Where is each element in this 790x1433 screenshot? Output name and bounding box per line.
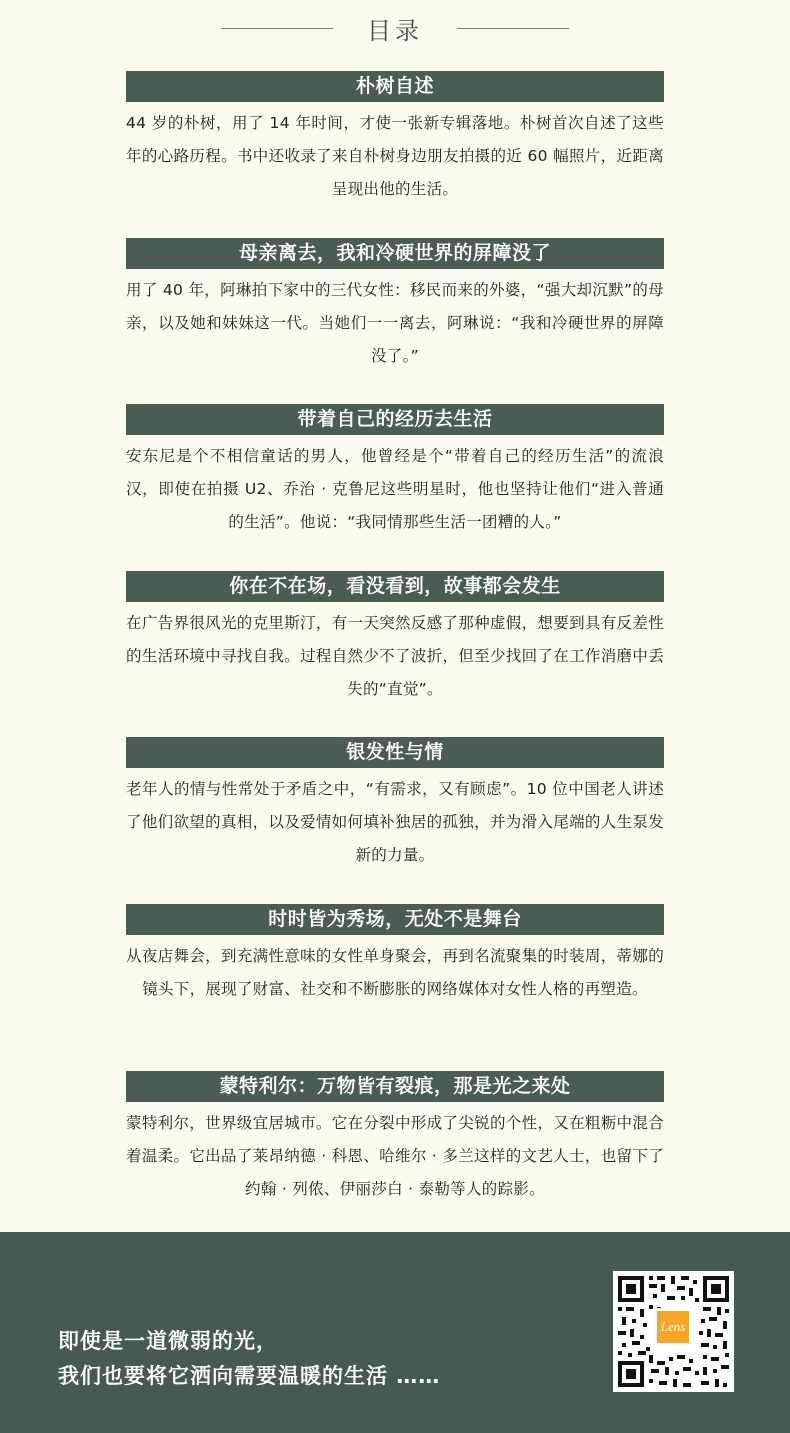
toc-divider-right [457, 28, 569, 29]
section-title[interactable]: 时时皆为秀场，无处不是舞台 [126, 904, 664, 935]
section-description: 老年人的情与性常处于矛盾之中，“有需求，又有顾虑”。10 位中国老人讲述了他们欲望的真相，以及爱情如何填补独居的孤独，并为滑入尾端的人生泵发新的力量。 [126, 780, 664, 864]
section-title[interactable]: 带着自己的经历去生活 [126, 404, 664, 435]
slogan-line-2: 我们也要将它洒向需要温暖的生活 …… [58, 1364, 441, 1388]
section-title[interactable]: 银发性与情 [126, 737, 664, 768]
toc-section-2[interactable] [126, 238, 664, 373]
qr-code[interactable] [613, 1271, 734, 1392]
toc-section-1[interactable] [126, 71, 664, 206]
section-title[interactable]: 朴树自述 [126, 71, 664, 102]
footer-banner [0, 1232, 790, 1433]
section-title[interactable]: 你在不在场，看没看到，故事都会发生 [126, 571, 664, 602]
section-title[interactable]: 蒙特利尔：万物皆有裂痕，那是光之来处 [126, 1071, 664, 1102]
toc-section-3[interactable] [126, 404, 664, 539]
section-description: 44 岁的朴树，用了 14 年时间，才使一张新专辑落地。朴树首次自述了这些年的心路历程。书中还收录了来自朴树身边朋友拍摄的近 60 幅照片，近距离呈现出他的生活。 [126, 114, 664, 198]
footer-slogan [58, 1324, 440, 1394]
section-description: 从夜店舞会，到充满性意味的女性单身聚会，再到名流聚集的时装周，蒂娜的镜头下，展现了财富、社交和不断膨胀的网络媒体对女性人格的再塑造。 [126, 947, 664, 998]
toc-divider-left [221, 28, 333, 29]
section-description: 安东尼是个不相信童话的男人，他曾经是个“带着自己的经历生活”的流浪汉，即使在拍摄 U2、乔治 · 克鲁尼这些明星时，他也坚持让他们“进入普通的生活”。他说：“我同情那些生活一团糟的人。” [126, 447, 664, 531]
toc-header [0, 8, 790, 48]
toc-title: 目录 [367, 16, 423, 45]
section-title[interactable]: 母亲离去，我和冷硬世界的屏障没了 [126, 238, 664, 269]
lens-logo: Lens [654, 1308, 692, 1346]
toc-section-5[interactable] [126, 737, 664, 872]
toc-section-4[interactable] [126, 571, 664, 706]
section-description: 用了 40 年，阿琳拍下家中的三代女性：移民而来的外婆，“强大却沉默”的母亲，以及她和妹妹这一代。当她们一一离去，阿琳说：“我和冷硬世界的屏障没了。” [126, 281, 664, 365]
toc-section-7[interactable] [126, 1071, 664, 1206]
section-description: 蒙特利尔，世界级宜居城市。它在分裂中形成了尖锐的个性，又在粗粝中混合着温柔。它出品了莱昂纳德 · 科恩、哈维尔 · 多兰这样的文艺人士，也留下了约翰 · 列侬、伊丽莎白 · 泰勒等人的踪影。 [126, 1114, 664, 1198]
toc-section-6[interactable] [126, 904, 664, 1006]
section-description: 在广告界很风光的克里斯汀，有一天突然反感了那种虚假，想要到具有反差性的生活环境中寻找自我。过程自然少不了波折，但至少找回了在工作消磨中丢失的“直觉”。 [126, 614, 664, 698]
slogan-line-1: 即使是一道微弱的光， [58, 1329, 278, 1353]
